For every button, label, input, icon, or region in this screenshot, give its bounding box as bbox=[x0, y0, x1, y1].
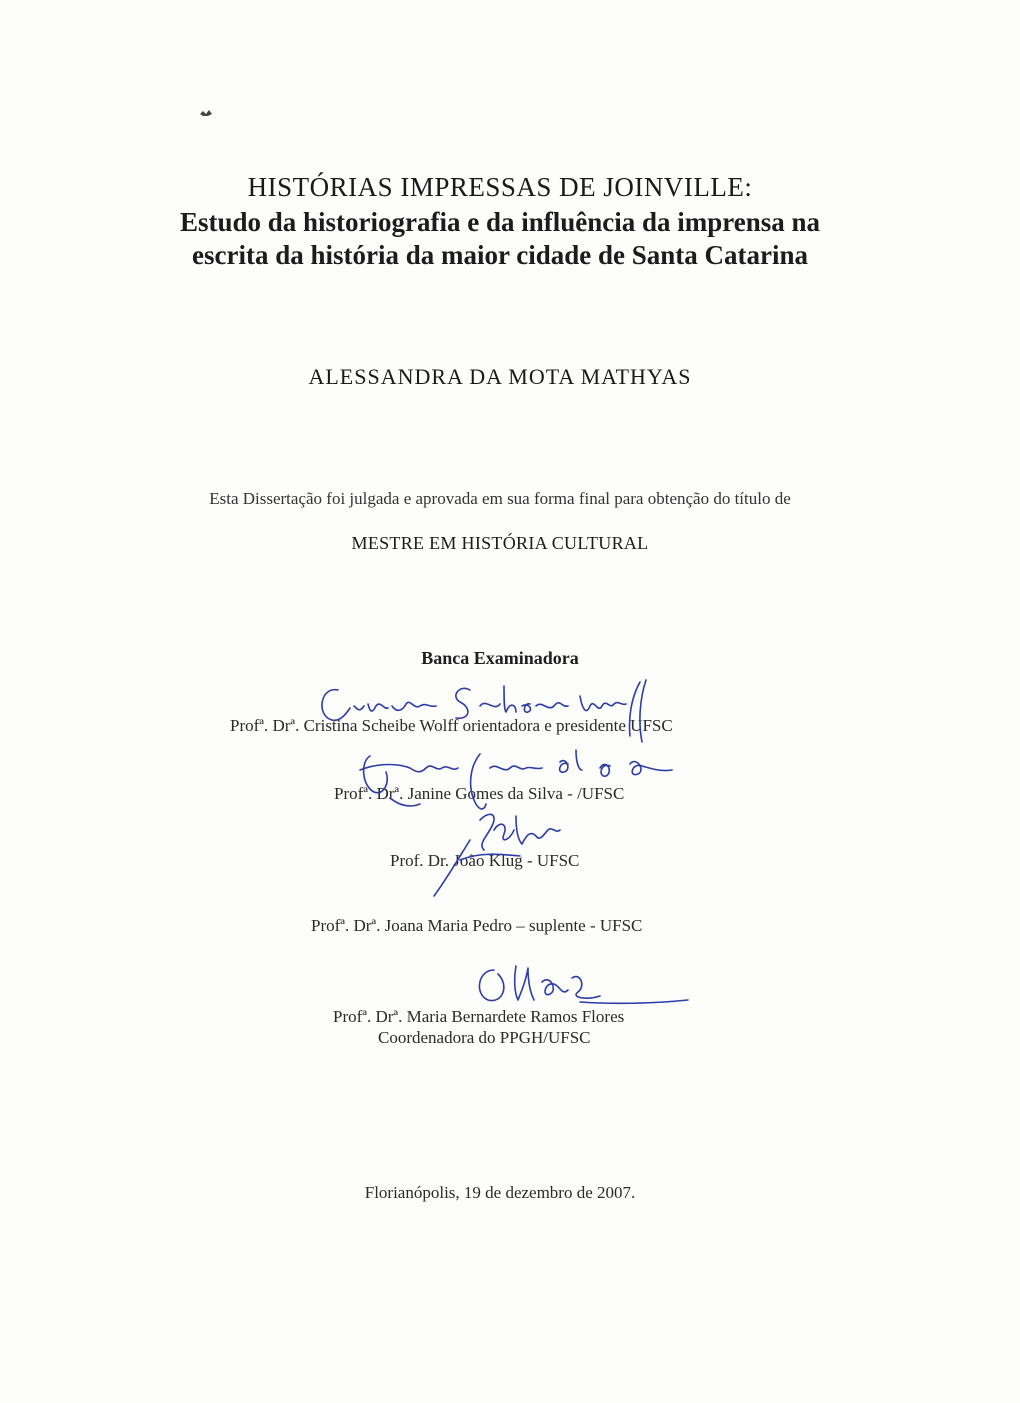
place-and-date: Florianópolis, 19 de dezembro de 2007. bbox=[364, 1183, 636, 1202]
title-line-1: HISTÓRIAS IMPRESSAS DE JOINVILLE: bbox=[247, 172, 753, 202]
title-line-3: escrita da história da maior cidade de Santa Catarina bbox=[192, 240, 808, 270]
signature-maria-bernardete bbox=[460, 960, 700, 1020]
approval-statement: Esta Dissertação foi julgada e aprovada em sua forma final para obtenção do título de bbox=[209, 489, 791, 508]
committee-member-3: Prof. Dr. João Klug - UFSC bbox=[390, 851, 580, 870]
committee-member-2: Profª. Drª. Janine Gomes da Silva - /UFSC bbox=[334, 784, 625, 803]
degree-title: MESTRE EM HISTÓRIA CULTURAL bbox=[351, 533, 649, 553]
signature-cristina bbox=[310, 676, 670, 746]
scan-speck-mark bbox=[198, 108, 214, 118]
signature-joao bbox=[420, 800, 580, 900]
coordinator-line: Coordenadora do PPGH/UFSC bbox=[378, 1028, 591, 1047]
title-line-2: Estudo da historiografia e da influência da imprensa na bbox=[179, 207, 821, 237]
author-name: ALESSANDRA DA MOTA MATHYAS bbox=[308, 364, 692, 389]
committee-member-4: Profª. Drª. Joana Maria Pedro – suplente - UFSC bbox=[311, 916, 643, 935]
committee-heading: Banca Examinadora bbox=[421, 648, 579, 668]
committee-member-1: Profª. Drª. Cristina Scheibe Wolff orientadora e presidente UFSC bbox=[230, 716, 673, 735]
committee-member-5: Profª. Drª. Maria Bernardete Ramos Flores bbox=[333, 1007, 625, 1026]
